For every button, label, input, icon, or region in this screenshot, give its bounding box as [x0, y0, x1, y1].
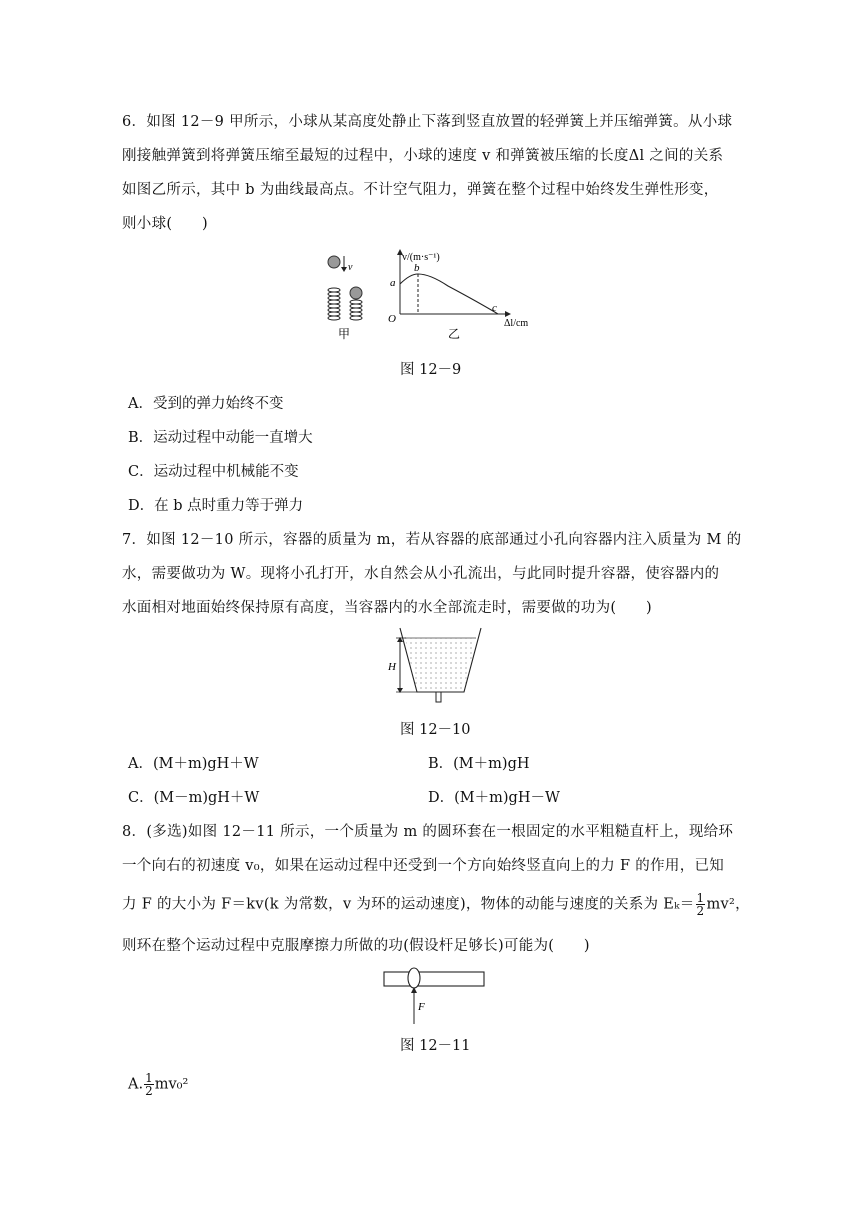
figure-12-10	[384, 626, 484, 706]
q7-option-c: C．(M－m)gH＋W	[128, 790, 260, 806]
q7-line-2: 水，需要做功为 W。现将小孔打开，水自然会从小孔流出，与此同时提升容器，使容器内的	[122, 566, 720, 582]
point-b-label: b	[414, 262, 420, 274]
figure-12-11-caption: 图 12－11	[400, 1038, 471, 1054]
q7-line-3: 水面相对地面始终保持原有高度，当容器内的水全部流走时，需要做的功为( )	[122, 600, 652, 616]
q6-option-a: A．受到的弹力始终不变	[128, 396, 284, 412]
q7-option-a: A．(M＋m)gH＋W	[128, 756, 259, 772]
point-a-label: a	[390, 277, 396, 289]
q6-line-3: 如图乙所示，其中 b 为曲线最高点。不计空气阻力，弹簧在整个过程中始终发生弹性形变，	[122, 182, 719, 198]
height-label: H	[388, 661, 396, 673]
q8-line-2: 一个向右的初速度 v₀，如果在运动过程中还受到一个方向始终竖直向上的力 F 的作用，已知	[122, 858, 725, 874]
q7-option-b: B．(M＋m)gH	[428, 756, 530, 772]
fraction-numerator: 1	[696, 891, 705, 905]
q6-line-4: 则小球( )	[122, 216, 208, 232]
option-a-fraction	[144, 1072, 154, 1097]
q7-option-d: D．(M＋m)gH－W	[428, 790, 560, 806]
q8-line-3	[122, 892, 750, 917]
spring-left	[328, 288, 340, 320]
q6-option-b: B．运动过程中动能一直增大	[128, 430, 313, 446]
option-a-denominator: 2	[145, 1084, 153, 1098]
q6-option-c: C．运动过程中机械能不变	[128, 464, 299, 480]
figure-12-9	[318, 246, 548, 346]
one-half-fraction	[696, 892, 706, 917]
fraction-denominator: 2	[696, 904, 705, 918]
figure-12-10-caption: 图 12－10	[400, 722, 471, 738]
falling-ball	[328, 256, 340, 268]
q6-option-d: D．在 b 点时重力等于弹力	[128, 498, 304, 514]
ring	[408, 968, 420, 988]
velocity-label: v	[348, 262, 353, 273]
compressed-ball	[350, 287, 362, 299]
figure-12-11	[380, 964, 490, 1028]
force-label: F	[418, 1001, 425, 1013]
option-a-numerator: 1	[145, 1071, 153, 1085]
q8-option-a-prefix: A.	[128, 1076, 144, 1093]
q6-line-2: 刚接触弹簧到将弹簧压缩至最短的过程中，小球的速度 v 和弹簧被压缩的长度Δl 之间的关系	[122, 148, 724, 164]
q8-line-3-text: 力 F 的大小为 F＝kv(k 为常数，v 为环的运动速度)，物体的动能与速度的关系为 Eₖ＝	[122, 896, 695, 913]
figure-12-9-caption: 图 12－9	[400, 362, 462, 378]
q8-option-a-expression: mv₀²	[154, 1076, 189, 1093]
water-body	[405, 638, 476, 692]
point-c-label: c	[492, 302, 497, 314]
origin-label: O	[388, 313, 396, 325]
y-axis-label: v/(m·s⁻¹)	[402, 252, 440, 263]
velocity-curve	[400, 274, 498, 314]
x-axis-label: Δl/cm	[504, 318, 529, 329]
spring-right	[350, 300, 362, 320]
q8-line-4: 则环在整个运动过程中克服摩擦力所做的功(假设杆足够长)可能为( )	[122, 938, 590, 954]
q8-line-3-tail: mv²，	[706, 896, 750, 913]
bottom-hole	[436, 692, 441, 702]
q8-option-a	[128, 1072, 188, 1097]
q7-line-1: 7．如图 12－10 所示，容器的质量为 m，若从容器的底部通过小孔向容器内注入质量为 M 的	[122, 532, 742, 548]
label-yi: 乙	[448, 327, 461, 341]
label-jia: 甲	[338, 327, 351, 341]
horizontal-rod	[384, 972, 484, 986]
q6-line-1: 6．如图 12－9 甲所示，小球从某高度处静止下落到竖直放置的轻弹簧上并压缩弹簧。从小球	[122, 114, 733, 130]
q8-line-1: 8．(多选)如图 12－11 所示，一个质量为 m 的圆环套在一根固定的水平粗糙直杆上，现给环	[122, 824, 734, 840]
